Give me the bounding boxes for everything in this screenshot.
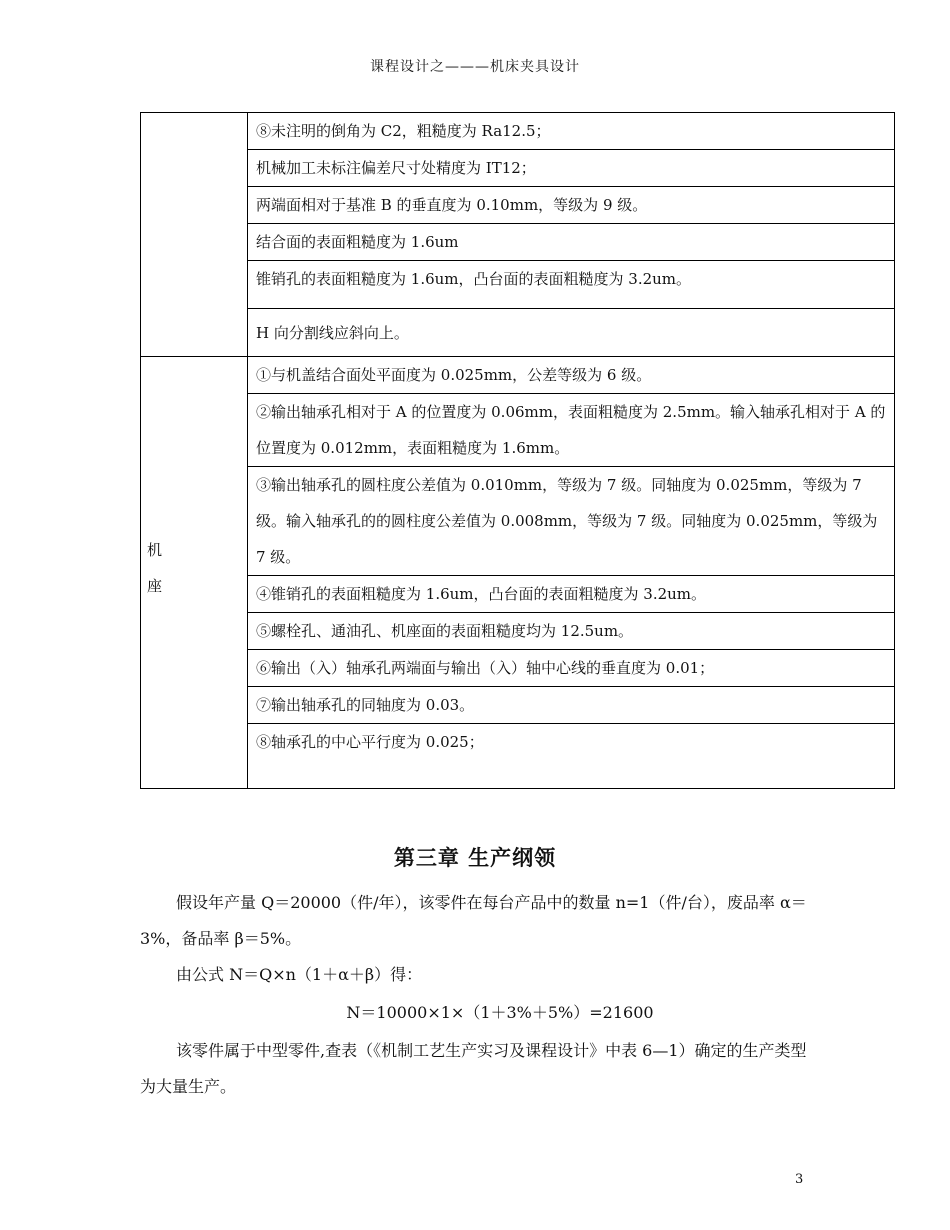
table-cell: 锥销孔的表面粗糙度为 1.6um，凸台面的表面粗糙度为 3.2um。 bbox=[248, 261, 895, 309]
chapter-title: 第三章 生产纲领 bbox=[393, 846, 557, 870]
table-cell: ①与机盖结合面处平面度为 0.025mm，公差等级为 6 级。 bbox=[248, 357, 895, 394]
table-cell: ⑤螺栓孔、通油孔、机座面的表面粗糙度均为 12.5um。 bbox=[248, 613, 895, 650]
table-cell: 结合面的表面粗糙度为 1.6um bbox=[248, 224, 895, 261]
table-row bbox=[141, 650, 895, 687]
page-number: 3 bbox=[795, 1172, 804, 1187]
paragraph-conclusion: 该零件属于中型零件,查表（《机制工艺生产实习及课程设计》中表 6—1）确定的生产类型为大量生产。 bbox=[140, 1041, 807, 1096]
table-cell: 机械加工未标注偏差尺寸处精度为 IT12； bbox=[248, 150, 895, 187]
table-cell: ⑦输出轴承孔的同轴度为 0.03。 bbox=[248, 687, 895, 724]
table-cell: ④锥销孔的表面粗糙度为 1.6um，凸台面的表面粗糙度为 3.2um。 bbox=[248, 576, 895, 613]
table-row bbox=[141, 113, 895, 150]
table-cell: ⑥输出（入）轴承孔两端面与输出（入）轴中心线的垂直度为 0.01； bbox=[248, 650, 895, 687]
table-row bbox=[141, 613, 895, 650]
table-row bbox=[141, 224, 895, 261]
table-row bbox=[141, 687, 895, 724]
table-row bbox=[141, 261, 895, 309]
table-cell: ⑧未注明的倒角为 C2，粗糙度为 Ra12.5； bbox=[248, 113, 895, 150]
table-row bbox=[141, 187, 895, 224]
paragraph-production: 假设年产量 Q＝20000（件/年），该零件在每台产品中的数量 n=1（件/台），废品率 α＝3%，备品率 β＝5%。 bbox=[140, 893, 807, 948]
table-row bbox=[141, 724, 895, 789]
table-row bbox=[141, 576, 895, 613]
group-label-cell bbox=[141, 357, 248, 789]
table-row bbox=[141, 394, 895, 467]
table-cell: ②输出轴承孔相对于 A 的位置度为 0.06mm，表面粗糙度为 2.5mm。输入轴承孔相对于 A 的位置度为 0.012mm，表面粗糙度为 1.6mm。 bbox=[248, 394, 895, 467]
table-row bbox=[141, 309, 895, 357]
table-cell: ③输出轴承孔的圆柱度公差值为 0.010mm，等级为 7 级。同轴度为 0.025mm，等级为 7 级。输入轴承孔的的圆柱度公差值为 0.008mm，等级为 7 级。同轴度为 0.025mm，等级为 7 级。 bbox=[248, 467, 895, 576]
group-label-line: 机 bbox=[147, 540, 163, 559]
paragraph-formula-intro: 由公式 N＝Q×n（1＋α＋β）得： bbox=[176, 965, 423, 984]
requirements-table bbox=[140, 112, 895, 789]
group-label-cell bbox=[141, 113, 248, 357]
table-cell: H 向分割线应斜向上。 bbox=[248, 309, 895, 357]
table-row bbox=[141, 150, 895, 187]
page-header: 课程设计之———机床夹具设计 bbox=[370, 59, 580, 75]
table-row bbox=[141, 467, 895, 576]
table-cell: ⑧轴承孔的中心平行度为 0.025； bbox=[248, 724, 895, 789]
table-row bbox=[141, 357, 895, 394]
table-cell: 两端面相对于基准 B 的垂直度为 0.10mm，等级为 9 级。 bbox=[248, 187, 895, 224]
formula-line: N＝10000×1×（1＋3%＋5%）=21600 bbox=[346, 1003, 654, 1022]
group-label-line: 座 bbox=[147, 576, 163, 595]
